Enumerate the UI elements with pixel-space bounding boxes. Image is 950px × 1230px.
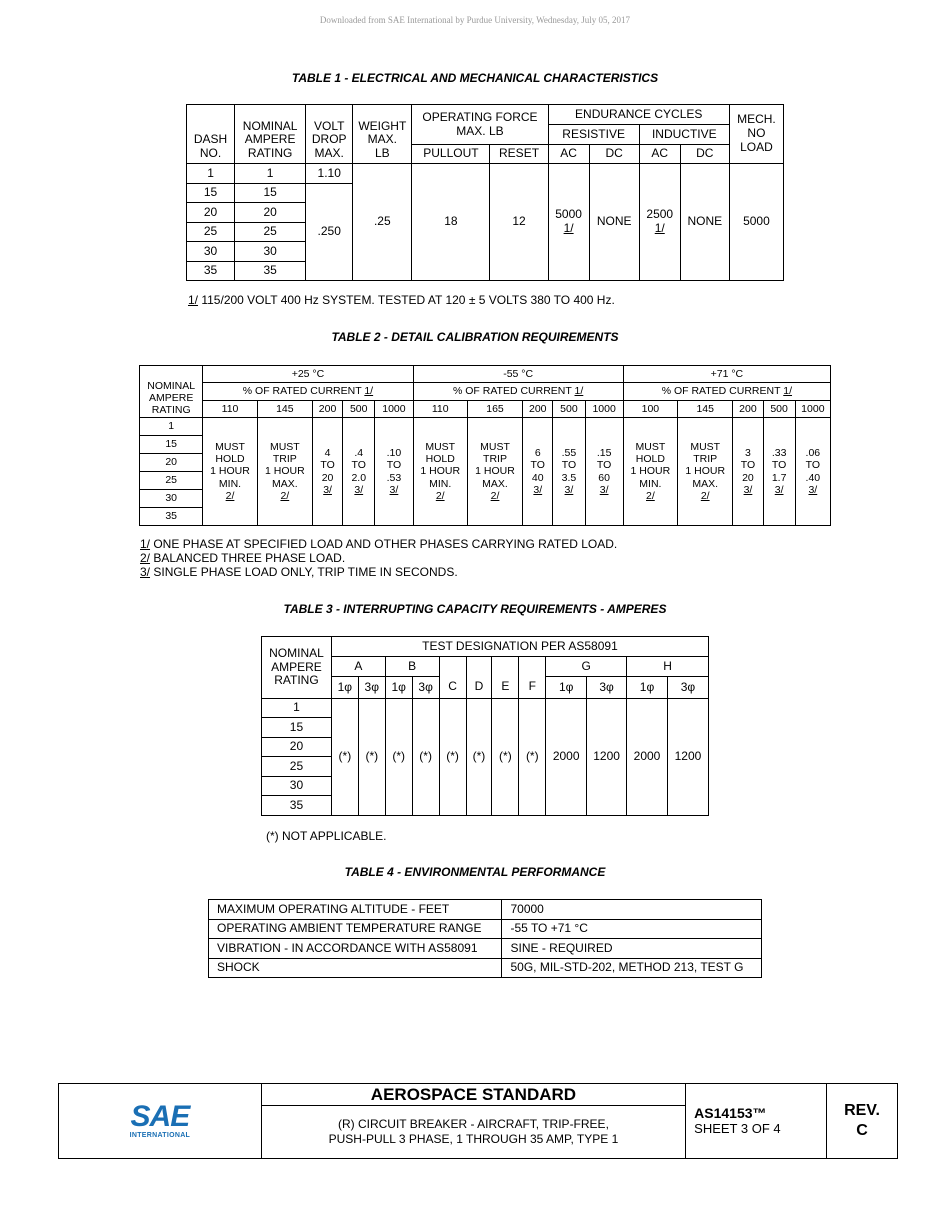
t1-h-resistive: RESISTIVE (548, 125, 639, 145)
t3-h-e-top (492, 657, 519, 677)
t1-res-dc: NONE (589, 164, 639, 281)
t1-nominal: 30 (235, 242, 306, 262)
t3-rating: 1 (262, 699, 332, 718)
t4-value: 70000 (502, 900, 762, 920)
t2-cell-text: MUST HOLD 1 HOUR MIN. (630, 441, 671, 490)
t1-dash: 20 (187, 203, 235, 223)
t3-h-e: E (492, 677, 519, 699)
t2-note-3: 3/ SINGLE PHASE LOAD ONLY, TRIP TIME IN SECONDS. (140, 565, 458, 579)
t3-na: (*) (385, 699, 412, 816)
t2-rating: 1 (140, 418, 203, 436)
t1-volt: 1.10 (306, 164, 353, 184)
t1-dash: 15 (187, 184, 235, 203)
t2-cell-note-mark: 3/ (323, 483, 332, 496)
t2-cell-note-mark: 3/ (743, 483, 753, 496)
t2-h-nominal: NOMINAL AMPERE RATING (140, 366, 203, 418)
t2-cell-text: MUST HOLD 1 HOUR MIN. (420, 441, 461, 490)
table2 (139, 365, 831, 526)
t2-cell-c200 (733, 418, 763, 526)
t3-h-b3: 3φ (412, 677, 439, 699)
t2-col-header: 200 (523, 401, 553, 418)
t3-na: (*) (492, 699, 519, 816)
t1-h-nominal: NOMINAL AMPERE RATING (235, 105, 306, 164)
t4-label: VIBRATION - IN ACCORDANCE WITH AS58091 (209, 939, 502, 959)
sae-logo-sub: INTERNATIONAL (129, 1131, 191, 1139)
t2-cell-trip (678, 418, 733, 526)
t1-res-ac: 5000 1/ (548, 164, 589, 281)
t3-rating: 30 (262, 777, 332, 796)
t1-h-ind-ac: AC (639, 145, 680, 164)
t2-cell-hold (623, 418, 677, 526)
t2-col-header: 500 (763, 401, 795, 418)
t3-h3: 1200 (667, 699, 708, 816)
t2-cell-text: .55 TO 3.5 (561, 447, 577, 484)
t2-cell-text: 3 TO 20 (740, 447, 756, 484)
t1-ind-ac: 2500 1/ (639, 164, 680, 281)
t3-na: (*) (519, 699, 546, 816)
t2-cell-c1000 (585, 418, 623, 526)
t3-na: (*) (358, 699, 385, 816)
t2-cell-trip (467, 418, 522, 526)
t4-value: 50G, MIL-STD-202, METHOD 213, TEST G (502, 959, 762, 978)
t2-cell-c500 (343, 418, 375, 526)
t2-h-temp-71: +71 °C (623, 366, 830, 383)
t3-g3: 1200 (587, 699, 627, 816)
t3-h-c-top (439, 657, 466, 677)
t1-h-pullout: PULLOUT (412, 145, 490, 164)
t2-cell-c1000 (375, 418, 413, 526)
table3-title: TABLE 3 - INTERRUPTING CAPACITY REQUIREMENTS - AMPERES (283, 602, 667, 616)
t1-dash: 1 (187, 164, 235, 184)
t2-col-header: 500 (343, 401, 375, 418)
t1-dash: 30 (187, 242, 235, 262)
t1-dash: 25 (187, 223, 235, 242)
t1-nominal: 20 (235, 203, 306, 223)
t1-h-mech: MECH. NO LOAD (729, 105, 783, 164)
t2-cell-c200 (312, 418, 342, 526)
t1-weight: .25 (353, 164, 412, 281)
t2-h-pct: % OF RATED CURRENT 1/ (203, 383, 413, 401)
t2-cell-text: MUST TRIP 1 HOUR MAX. (685, 441, 726, 490)
t2-col-header: 110 (203, 401, 257, 418)
t1-h-volt: VOLT DROP MAX. (306, 105, 353, 164)
t2-cell-note-mark: 2/ (646, 489, 655, 502)
t2-rating: 35 (140, 508, 203, 526)
t2-cell-note-mark: 2/ (280, 489, 290, 502)
t3-h-g: G (546, 657, 627, 677)
t2-notes (140, 537, 617, 579)
t2-col-header: 145 (678, 401, 733, 418)
t4-label: SHOCK (209, 959, 502, 978)
standard-title: AEROSPACE STANDARD (261, 1084, 685, 1106)
t3-h-g1: 1φ (546, 677, 587, 699)
t2-col-header: 145 (257, 401, 312, 418)
t2-cell-text: MUST HOLD 1 HOUR MIN. (210, 441, 250, 490)
t2-cell-note-mark: 3/ (774, 483, 784, 496)
t1-h-res-dc: DC (589, 145, 639, 164)
t2-cell-note-mark: 2/ (435, 489, 445, 502)
t3-h-a3: 3φ (358, 677, 385, 699)
t2-cell-note-mark: 3/ (564, 483, 574, 496)
table4-title: TABLE 4 - ENVIRONMENTAL PERFORMANCE (344, 865, 606, 879)
t2-col-header: 100 (623, 401, 677, 418)
doc-id (686, 1084, 827, 1159)
t1-ind-dc: NONE (680, 164, 729, 281)
table2-title: TABLE 2 - DETAIL CALIBRATION REQUIREMENTS (331, 330, 619, 344)
t1-reset: 12 (490, 164, 548, 281)
t3-rating: 25 (262, 757, 332, 777)
t3-h-c: C (439, 677, 466, 699)
t4-value: -55 TO +71 °C (502, 920, 762, 939)
t1-h-res-ac: AC (548, 145, 589, 164)
t3-footnote: (*) NOT APPLICABLE. (266, 829, 387, 843)
t3-h1: 2000 (627, 699, 668, 816)
t2-cell-text: .4 TO 2.0 (351, 447, 367, 484)
t3-g1: 2000 (546, 699, 587, 816)
t1-h-endurance: ENDURANCE CYCLES (548, 105, 729, 125)
t2-cell-c200 (523, 418, 553, 526)
t3-h-nominal: NOMINAL AMPERE RATING (262, 637, 332, 699)
t2-cell-c500 (763, 418, 795, 526)
t2-cell-text: 6 TO 40 (530, 447, 545, 484)
t2-cell-text: MUST TRIP 1 HOUR MAX. (264, 441, 305, 490)
t2-cell-c1000 (795, 418, 830, 526)
t2-cell-note-mark: 2/ (225, 489, 235, 502)
t3-na: (*) (331, 699, 358, 816)
t2-cell-text: MUST TRIP 1 HOUR MAX. (475, 441, 515, 490)
footer-block (58, 1083, 898, 1159)
t1-mech: 5000 (729, 164, 783, 281)
t2-note-1: 1/ ONE PHASE AT SPECIFIED LOAD AND OTHER PHASES CARRYING RATED LOAD. (140, 537, 618, 551)
t3-h-b: B (385, 657, 439, 677)
t2-cell-text: 4 TO 20 (320, 447, 335, 484)
t2-cell-text: .10 TO .53 (386, 447, 402, 484)
t2-cell-note-mark: 3/ (389, 483, 399, 496)
t1-volt: .250 (306, 184, 353, 281)
t2-cell-note-mark: 2/ (700, 489, 710, 502)
t3-rating: 20 (262, 738, 332, 757)
t3-h-f-top (519, 657, 546, 677)
document-description: (R) CIRCUIT BREAKER - AIRCRAFT, TRIP-FREE, PUSH-PULL 3 PHASE, 1 THROUGH 35 AMP, TYPE 1 (261, 1106, 685, 1159)
t2-h-pct: % OF RATED CURRENT 1/ (623, 383, 830, 401)
t2-col-header: 1000 (375, 401, 413, 418)
t2-h-temp-m55: -55 °C (413, 366, 623, 383)
t3-rating: 15 (262, 718, 332, 738)
t2-col-header: 165 (467, 401, 522, 418)
t3-h-b1: 1φ (385, 677, 412, 699)
t1-h-ind-dc: DC (680, 145, 729, 164)
t4-value: SINE - REQUIRED (502, 939, 762, 959)
table1 (186, 104, 784, 281)
t2-cell-text: .33 TO 1.7 (771, 447, 787, 484)
t1-nominal: 15 (235, 184, 306, 203)
t1-h-weight: WEIGHT MAX. LB (353, 105, 412, 164)
t1-h-force: OPERATING FORCE MAX. LB (412, 105, 548, 145)
t3-h-d: D (466, 677, 492, 699)
t3-h-h3: 3φ (667, 677, 708, 699)
download-note: Downloaded from SAE International by Purdue University, Wednesday, July 05, 2017 (319, 15, 631, 25)
t1-nominal: 25 (235, 223, 306, 242)
t1-nominal: 1 (235, 164, 306, 184)
t4-label: MAXIMUM OPERATING ALTITUDE - FEET (209, 900, 502, 920)
t2-rating: 20 (140, 454, 203, 472)
t3-na: (*) (439, 699, 466, 816)
t3-h-h1: 1φ (627, 677, 668, 699)
t3-h-test: TEST DESIGNATION PER AS58091 (331, 637, 708, 657)
t2-cell-note-mark: 3/ (533, 483, 543, 496)
t3-h-a1: 1φ (331, 677, 358, 699)
t1-pullout: 18 (412, 164, 490, 281)
table3 (261, 636, 709, 816)
t3-h-h: H (627, 657, 709, 677)
t3-na: (*) (466, 699, 492, 816)
t2-col-header: 200 (312, 401, 342, 418)
t3-na: (*) (412, 699, 439, 816)
t2-h-temp-25: +25 °C (203, 366, 413, 383)
table1-title: TABLE 1 - ELECTRICAL AND MECHANICAL CHARACTERISTICS (291, 71, 659, 85)
t2-cell-note-mark: 3/ (354, 483, 364, 496)
t2-rating: 25 (140, 472, 203, 490)
sheet-number: SHEET 3 OF 4 (694, 1120, 781, 1136)
t1-h-dash: DASH NO. (187, 105, 235, 164)
t2-col-header: 500 (553, 401, 585, 418)
t2-cell-hold (413, 418, 467, 526)
t2-cell-c500 (553, 418, 585, 526)
t2-cell-note-mark: 3/ (808, 483, 818, 496)
t2-h-pct: % OF RATED CURRENT 1/ (413, 383, 623, 401)
t2-cell-note-mark: 2/ (490, 489, 500, 502)
sae-logo-text: SAE (130, 1099, 190, 1133)
revision: REV. C (827, 1084, 898, 1159)
t2-col-header: 1000 (585, 401, 623, 418)
t2-col-header: 110 (413, 401, 467, 418)
t2-col-header: 200 (733, 401, 763, 418)
t4-label: OPERATING AMBIENT TEMPERATURE RANGE (209, 920, 502, 939)
t2-col-header: 1000 (795, 401, 830, 418)
t2-cell-text: .06 TO .40 (805, 447, 821, 484)
t1-footnote: 1/ 115/200 VOLT 400 Hz SYSTEM. TESTED AT 120 ± 5 VOLTS 380 TO 400 Hz. (188, 293, 615, 307)
t1-h-reset: RESET (490, 145, 548, 164)
t1-nominal: 35 (235, 262, 306, 281)
table4 (208, 899, 762, 978)
t2-rating: 30 (140, 490, 203, 508)
t2-note-2: 2/ BALANCED THREE PHASE LOAD. (140, 551, 346, 565)
t2-rating: 15 (140, 436, 203, 454)
t1-dash: 35 (187, 262, 235, 281)
t3-h-g3: 3φ (587, 677, 627, 699)
t3-h-d-top (466, 657, 492, 677)
t3-rating: 35 (262, 796, 332, 816)
t2-cell-hold (203, 418, 257, 526)
doc-number: AS14153™ (694, 1105, 767, 1122)
t2-cell-note-mark: 3/ (599, 483, 609, 496)
t1-h-inductive: INDUCTIVE (639, 125, 729, 145)
t2-cell-text: .15 TO 60 (596, 447, 612, 484)
sae-logo (59, 1084, 262, 1159)
t2-cell-trip (257, 418, 312, 526)
t3-h-f: F (519, 677, 546, 699)
t3-h-a: A (331, 657, 385, 677)
